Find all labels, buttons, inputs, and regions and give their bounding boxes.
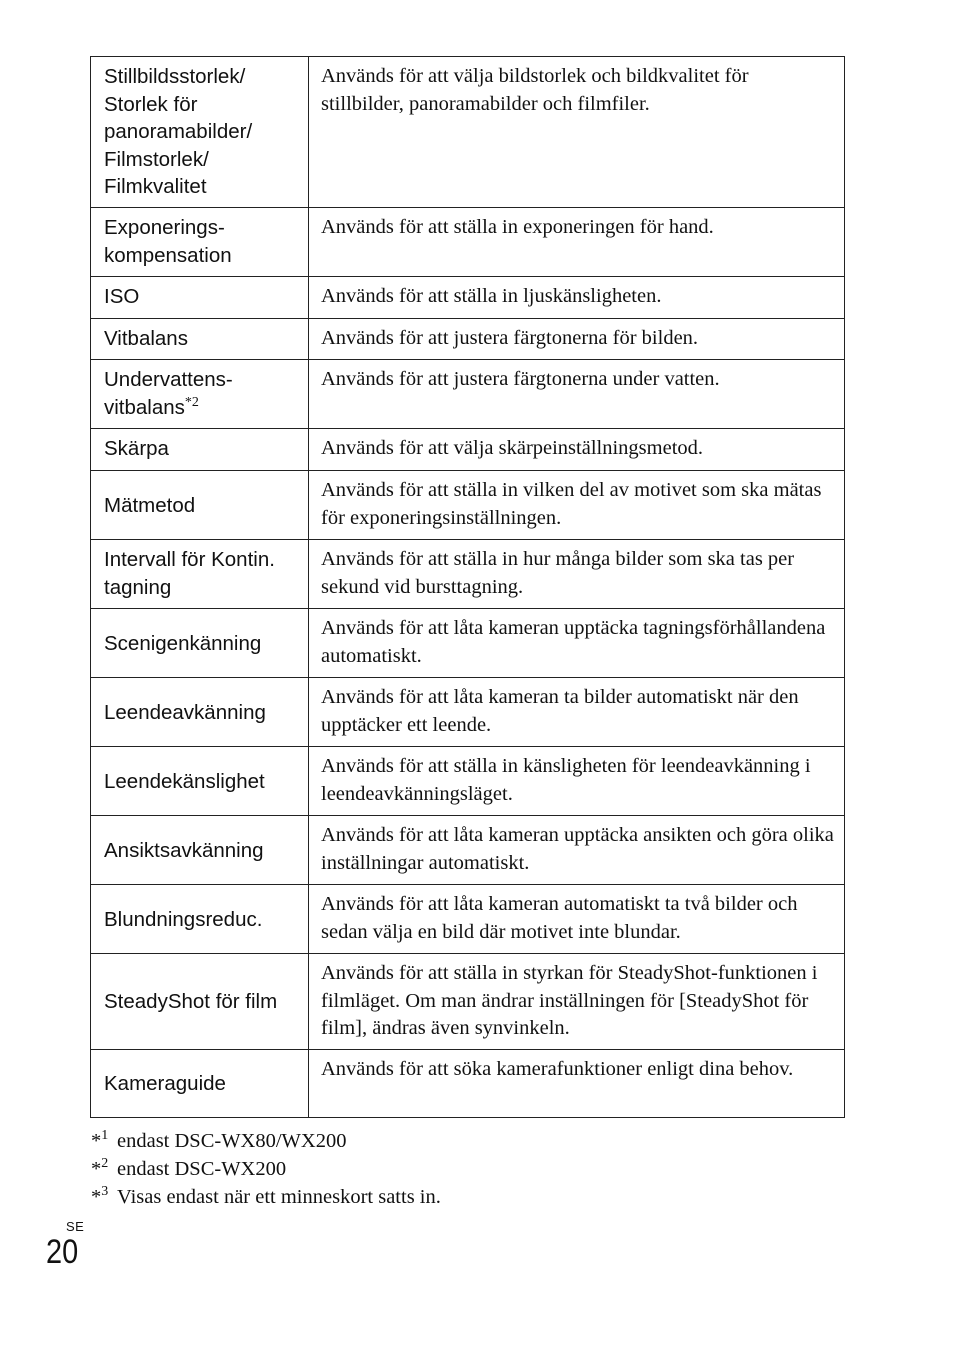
setting-name: [91, 429, 309, 471]
setting-description: Används för att ställa in hur många bilder som ska tas per sekund vid bursttagning.: [309, 540, 845, 609]
setting-name-line: Blundningsreduc.: [104, 907, 263, 931]
setting-description: Används för att ställa in vilken del av motivet som ska mätas för exponeringsinställningen.: [309, 471, 845, 540]
footnote-number: 2: [101, 1156, 109, 1172]
footnotes: [91, 1127, 441, 1211]
setting-name-line: Exponerings-: [104, 216, 225, 239]
setting-description: Används för att välja skärpeinställningsmetod.: [309, 429, 845, 471]
setting-name-line: tagning: [104, 575, 172, 599]
footnote-asterisk: *: [91, 1186, 102, 1208]
setting-name: [91, 471, 309, 540]
setting-name: [91, 540, 309, 609]
table-row: [91, 816, 845, 885]
setting-name: [91, 678, 309, 747]
setting-name-line: Kameraguide: [104, 1072, 226, 1096]
table-row: [91, 1050, 845, 1118]
table-row: [91, 540, 845, 609]
setting-description: Används för att söka kamerafunktioner enligt dina behov.: [309, 1050, 845, 1118]
setting-name-line: Leendekänslighet: [104, 769, 265, 793]
table-row: [91, 954, 845, 1050]
setting-name-line: Storlek för: [104, 92, 198, 116]
setting-name-line: vitbalans: [104, 395, 185, 419]
setting-description: Används för att låta kameran upptäcka tagningsförhållandena automatiskt.: [309, 609, 845, 678]
table-row: [91, 360, 845, 429]
setting-description: Används för att ställa in styrkan för SteadyShot-funktionen i filmläget. Om man ändrar inställningen för [SteadyShot för film], ändras även synvinkeln.: [309, 954, 845, 1050]
setting-name-line: Filmkvalitet: [104, 175, 207, 198]
setting-description: Används för att låta kameran automatiskt ta två bilder och sedan välja en bild där motivet inte blundar.: [309, 885, 845, 954]
footnote-marker: [91, 1155, 117, 1183]
setting-name: [91, 747, 309, 816]
setting-name: [91, 954, 309, 1050]
table-row: [91, 429, 845, 471]
footnote-number: 1: [101, 1128, 109, 1144]
setting-name-line: Mätmetod: [104, 493, 196, 517]
footnote-text: endast DSC-WX200: [117, 1158, 287, 1180]
setting-description: Används för att ställa in känsligheten för leendeavkänning i leendeavkänningsläget.: [309, 747, 845, 816]
setting-name: [91, 360, 309, 429]
footnote-asterisk: *: [91, 1130, 102, 1152]
setting-name-line: Filmstorlek/: [104, 147, 209, 171]
setting-name-line: Undervattens-: [104, 368, 233, 391]
setting-name: [91, 319, 309, 360]
settings-table: [90, 56, 845, 1118]
footnote-marker: [91, 1183, 117, 1211]
table-row: [91, 678, 845, 747]
setting-name: [91, 57, 309, 208]
table-row: [91, 57, 845, 208]
setting-name: [91, 208, 309, 277]
setting-name-line: Leendeavkänning: [104, 700, 266, 724]
table-row: [91, 609, 845, 678]
setting-name-line: kompensation: [104, 243, 232, 267]
setting-name: [91, 816, 309, 885]
setting-description: Används för att ställa in ljuskänsligheten.: [309, 277, 845, 319]
table-row: [91, 747, 845, 816]
footnote-marker: [91, 1127, 117, 1155]
footnote: [91, 1183, 441, 1211]
setting-name: [91, 885, 309, 954]
setting-description: Används för att justera färgtonerna för bilden.: [309, 319, 845, 360]
setting-name-line: Scenigenkänning: [104, 631, 262, 655]
setting-description: Används för att välja bildstorlek och bildkvalitet för stillbilder, panoramabilder och filmfiler.: [309, 57, 845, 208]
setting-description: Används för att låta kameran upptäcka ansikten och göra olika inställningar automatiskt.: [309, 816, 845, 885]
setting-description: Används för att låta kameran ta bilder automatiskt när den upptäcker ett leende.: [309, 678, 845, 747]
setting-name: [91, 609, 309, 678]
setting-name-line: Vitbalans: [104, 327, 188, 350]
table-row: [91, 885, 845, 954]
setting-name-line: Stillbildsstorlek/: [104, 65, 246, 88]
table-row: [91, 319, 845, 360]
footnote: [91, 1127, 441, 1155]
footnote-ref: *2: [184, 394, 199, 410]
setting-name-line: panoramabilder/: [104, 120, 253, 143]
footnote-text: Visas endast när ett minneskort satts in.: [117, 1186, 441, 1208]
page-number: 20: [46, 1233, 79, 1271]
setting-description: Används för att ställa in exponeringen för hand.: [309, 208, 845, 277]
setting-name-line: Intervall för Kontin.: [104, 548, 275, 571]
setting-name-line: Ansiktsavkänning: [104, 838, 264, 862]
setting-description: Används för att justera färgtonerna under vatten.: [309, 360, 845, 429]
setting-name: [91, 1050, 309, 1118]
setting-name-line: Skärpa: [104, 437, 169, 460]
footnote-text: endast DSC-WX80/WX200: [117, 1130, 347, 1152]
setting-name-line: SteadyShot för film: [104, 990, 278, 1014]
setting-name: [91, 277, 309, 319]
table-row: [91, 208, 845, 277]
footnote-number: 3: [101, 1184, 109, 1200]
table-row: [91, 471, 845, 540]
language-code: SE: [66, 1219, 85, 1234]
setting-name-line: ISO: [104, 285, 140, 308]
table-row: [91, 277, 845, 319]
footnote-asterisk: *: [91, 1158, 102, 1180]
footnote: [91, 1155, 441, 1183]
